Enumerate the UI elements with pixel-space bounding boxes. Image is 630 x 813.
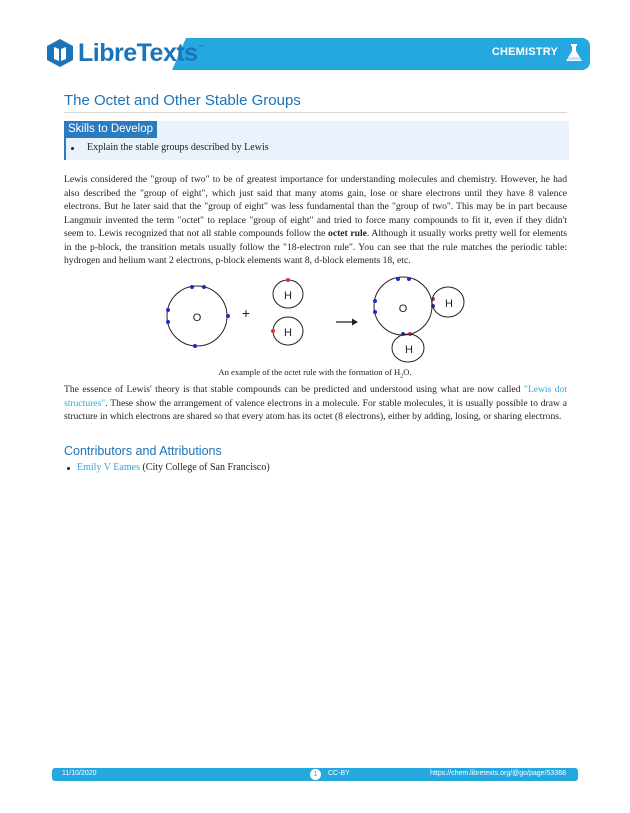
flask-icon bbox=[565, 43, 583, 63]
footer-url[interactable]: https://chem.libretexts.org/@go/page/53368 bbox=[430, 770, 566, 777]
lewis-dot-structures-link[interactable]: "Lewis dot structures" bbox=[64, 384, 567, 409]
oxygen-label-left: O bbox=[192, 312, 202, 324]
libretexts-logo-icon bbox=[46, 38, 74, 68]
logo-trademark: ™ bbox=[197, 45, 204, 51]
body-paragraph-2: The essence of Lewis' theory is that stable compounds can be predicted and understood using what are now called "Lewis dot structures". These show the arrangement of valence electrons in a molecule. For stable molecules, it is usually possible to draw a structure in which electrons are shared so that every atom has its octet (8 electrons), either by adding, losing, or sharing electrons. bbox=[64, 384, 567, 423]
electron bbox=[407, 277, 411, 281]
electron bbox=[190, 285, 194, 289]
logo-text: LibreTexts bbox=[78, 38, 198, 67]
contributor-link[interactable]: Emily V Eames bbox=[77, 462, 140, 473]
electron bbox=[271, 329, 275, 333]
oxygen-label-right: O bbox=[398, 303, 408, 315]
electron bbox=[226, 314, 230, 318]
hydrogen-label: H bbox=[405, 344, 413, 356]
skills-heading: Skills to Develop bbox=[64, 121, 157, 138]
page-footer bbox=[52, 768, 578, 781]
libretexts-logo[interactable] bbox=[46, 36, 204, 70]
body-paragraph-1: Lewis considered the "group of two" to be of greatest importance for understanding molecules and chemistry. However, he had also described the "group of eight", which just said that many atoms gain, lose or share electrons until they have 8 valence electrons. But he later said that the "group of eight" was less fundamental than the "group of two". This may be in part because Langmuir invented the term "octet" to replace "group of eight" and tried to force many compounds to fit it, even if they didn't seem to. Lewis recognized that not all stable compounds follow the octet rule. Although it usually works pretty well for elements in the p-block, the transition metals usually follow the "18-electron rule". You can see that the rule matches the periodic table: hydrogen and helium want 2 electrons, p-block elements want 8, d-block elements 18, etc. bbox=[64, 174, 567, 267]
electron bbox=[166, 320, 170, 324]
electron bbox=[166, 308, 170, 312]
figure-caption: An example of the octet rule with the formation of $H_2O$. bbox=[218, 367, 412, 380]
hydrogen-label: H bbox=[284, 290, 292, 302]
hydrogen-label: H bbox=[284, 327, 292, 339]
electron bbox=[193, 344, 197, 348]
reaction-arrow-head bbox=[352, 319, 358, 326]
plus-sign: + bbox=[241, 305, 251, 321]
footer-license[interactable]: CC-BY bbox=[328, 770, 350, 777]
skills-list-item: Explain the stable groups described by Lewis bbox=[77, 142, 269, 153]
electron bbox=[373, 310, 377, 314]
electron bbox=[396, 277, 400, 281]
subject-label[interactable]: CHEMISTRY bbox=[491, 46, 558, 58]
electron bbox=[286, 278, 290, 282]
footer-date: 11/10/2020 bbox=[62, 770, 97, 777]
page-title: The Octet and Other Stable Groups bbox=[64, 92, 301, 109]
octet-rule-figure bbox=[160, 272, 480, 367]
hydrogen-label: H bbox=[445, 298, 453, 310]
contributors-heading: Contributors and Attributions bbox=[64, 444, 222, 458]
footer-page-number: 1 bbox=[310, 769, 321, 780]
electron bbox=[202, 285, 206, 289]
title-divider bbox=[64, 112, 567, 113]
electron bbox=[373, 299, 377, 303]
contributor-list-item: Emily V Eames (City College of San Francisco) bbox=[77, 462, 270, 473]
octet-rule-term: octet rule bbox=[328, 228, 367, 240]
